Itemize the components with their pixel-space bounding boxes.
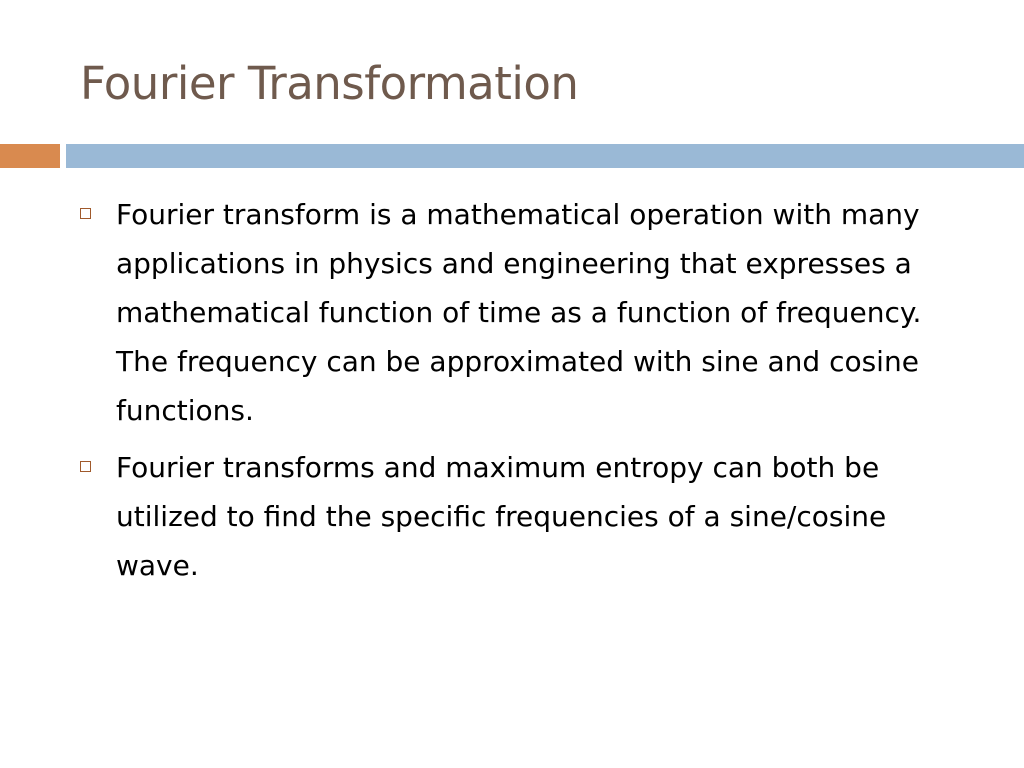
accent-bar-right (66, 144, 1024, 168)
accent-bar-left (0, 144, 60, 168)
square-bullet-icon (80, 461, 91, 472)
bullet-text: Fourier transform is a mathematical operation with many applications in physics and engineering that expresses a mathematical function of time as a function of frequency. The frequency can be approximated with sine and cosine functions. (116, 198, 940, 427)
square-bullet-icon (80, 208, 91, 219)
bullet-list (80, 190, 960, 598)
slide-title: Fourier Transformation (80, 57, 579, 110)
bullet-item (80, 443, 960, 590)
bullet-text: Fourier transforms and maximum entropy can both be utilized to find the specific frequencies of a sine/cosine wave. (116, 451, 896, 582)
bullet-item (80, 190, 960, 435)
